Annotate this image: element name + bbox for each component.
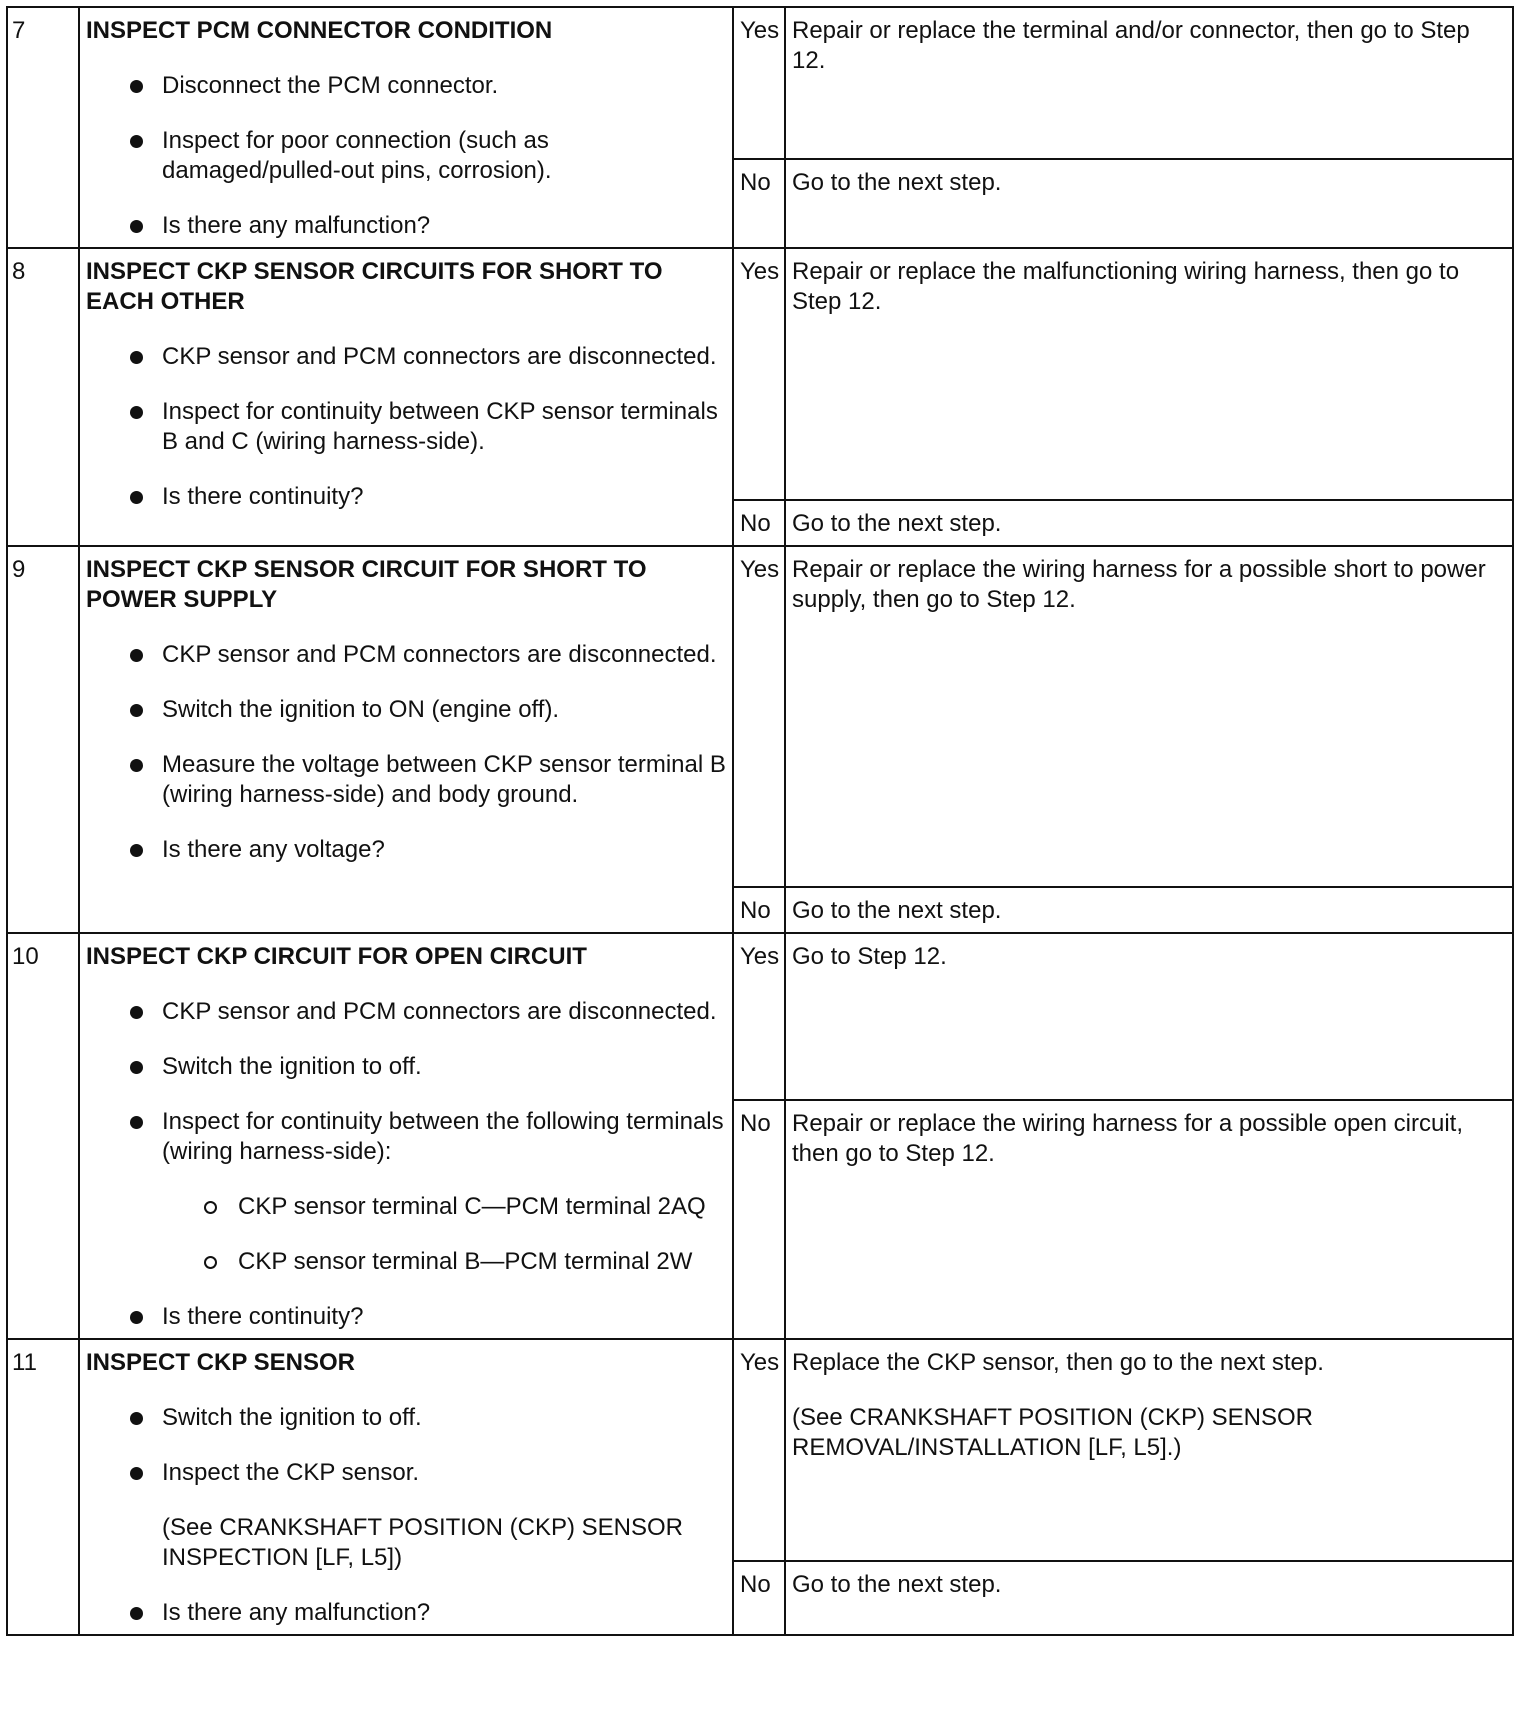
reference-note: (See CRANKSHAFT POSITION (CKP) SENSOR INSPECTION [LF, L5]) [162,1514,683,1571]
yes-reference-note: (See CRANKSHAFT POSITION (CKP) SENSOR REMOVAL/INSTALLATION [LF, L5].) [792,1404,1313,1461]
bullet-list [86,342,726,512]
yes-action: Repair or replace the malfunctioning wiring harness, then go to Step 12. [785,248,1513,500]
sub-list-item: CKP sensor terminal B—PCM terminal 2W [86,1247,726,1277]
table-row [7,546,1513,887]
step-number: 9 [7,546,79,933]
step-test-cell [79,248,733,546]
list-item: Switch the ignition to ON (engine off). [86,695,726,725]
bullet-list [86,1403,726,1628]
list-item: Inspect for continuity between the following terminals (wiring harness-side): [86,1107,726,1167]
yes-label: Yes [733,933,785,1100]
yes-action: Replace the CKP sensor, then go to the next step. [792,1349,1324,1376]
step-title: INSPECT PCM CONNECTOR CONDITION [86,17,553,44]
sub-bullet-list [86,1192,726,1277]
yes-action: Repair or replace the wiring harness for a possible short to power supply, then go to Step 12. [785,546,1513,887]
yes-label: Yes [733,1339,785,1561]
no-label: No [733,159,785,248]
table-row [7,7,1513,159]
no-action: Go to the next step. [785,887,1513,933]
bullet-list [86,1302,726,1332]
list-item: Inspect for continuity between CKP sensor terminals B and C (wiring harness-side). [86,397,726,457]
step-title: INSPECT CKP CIRCUIT FOR OPEN CIRCUIT [86,943,587,970]
diagnostic-procedure-sheet [6,6,1514,1714]
no-label: No [733,500,785,546]
no-action: Repair or replace the wiring harness for a possible open circuit, then go to Step 12. [785,1100,1513,1339]
yes-action-cell [785,1339,1513,1561]
list-item: CKP sensor and PCM connectors are disconnected. [86,997,726,1027]
step-number: 8 [7,248,79,546]
bullet-list [86,71,726,241]
step-test-cell [79,1339,733,1635]
bullet-list [86,997,726,1167]
list-item: Is there continuity? [86,1302,726,1332]
step-test-cell [79,933,733,1339]
table-row [7,248,1513,500]
step-number: 10 [7,933,79,1339]
yes-label: Yes [733,248,785,500]
list-item: Is there continuity? [86,482,726,512]
no-label: No [733,887,785,933]
step-title: INSPECT CKP SENSOR CIRCUIT FOR SHORT TO POWER SUPPLY [86,556,647,613]
list-item: CKP sensor and PCM connectors are disconnected. [86,342,726,372]
yes-action: Go to Step 12. [785,933,1513,1100]
no-action: Go to the next step. [785,159,1513,248]
step-test-cell [79,7,733,248]
step-title: INSPECT CKP SENSOR [86,1349,355,1376]
bullet-list [86,640,726,865]
step-number: 11 [7,1339,79,1635]
step-test-cell [79,546,733,933]
list-item: Is there any voltage? [86,835,726,865]
diagnostic-table [6,6,1514,1636]
list-item: Switch the ignition to off. [86,1403,726,1433]
table-row [7,1339,1513,1561]
list-item: Measure the voltage between CKP sensor terminal B (wiring harness-side) and body ground. [86,750,726,810]
step-number: 7 [7,7,79,248]
list-item: Disconnect the PCM connector. [86,71,726,101]
no-label: No [733,1561,785,1635]
yes-label: Yes [733,7,785,159]
no-action: Go to the next step. [785,1561,1513,1635]
list-item: Switch the ignition to off. [86,1052,726,1082]
table-row [7,933,1513,1100]
list-item: CKP sensor and PCM connectors are disconnected. [86,640,726,670]
list-item: Is there any malfunction? [86,1598,726,1628]
sub-list-item: CKP sensor terminal C—PCM terminal 2AQ [86,1192,726,1222]
no-label: No [733,1100,785,1339]
list-item: Inspect the CKP sensor. [86,1458,726,1488]
yes-label: Yes [733,546,785,887]
list-item: Inspect for poor connection (such as damaged/pulled-out pins, corrosion). [86,126,726,186]
no-action: Go to the next step. [785,500,1513,546]
list-item: Is there any malfunction? [86,211,726,241]
yes-action: Repair or replace the terminal and/or connector, then go to Step 12. [785,7,1513,159]
step-title: INSPECT CKP SENSOR CIRCUITS FOR SHORT TO EACH OTHER [86,258,663,315]
